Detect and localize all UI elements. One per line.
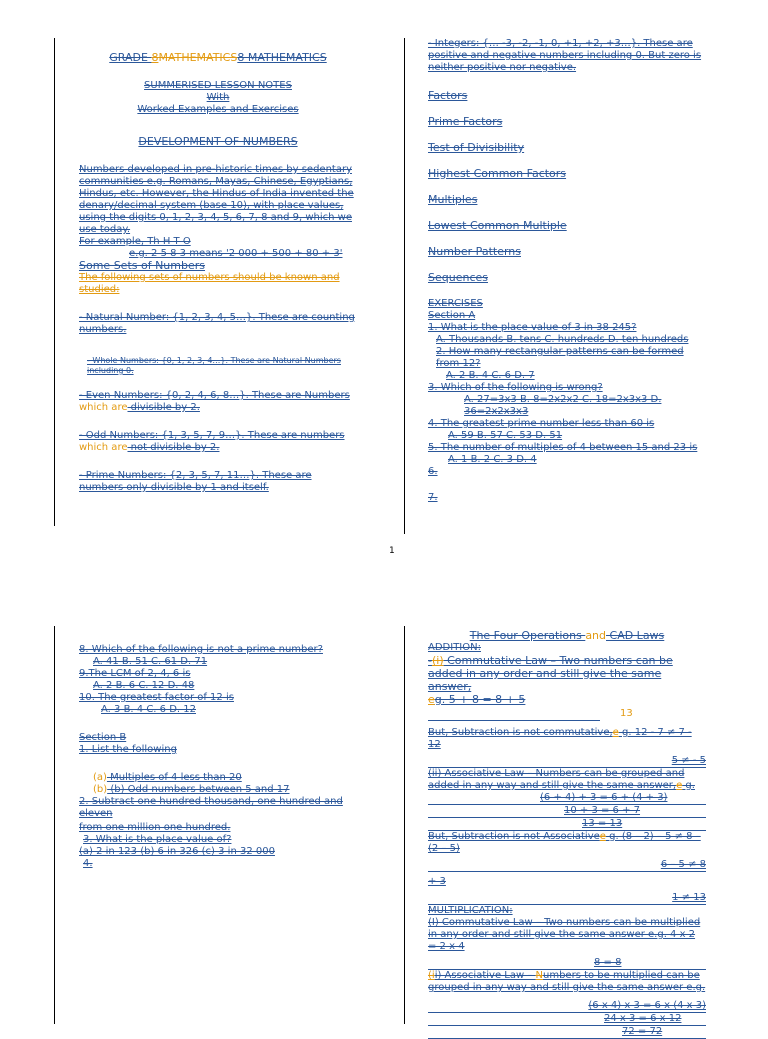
m-assoc-line-3: 72 = 72	[428, 1026, 706, 1039]
page-number: 1	[389, 546, 395, 556]
prime-numbers: - Prime Numbers: {2, 3, 5, 7, 11…}. These are numbers only divisible by 1 and itself.	[79, 470, 312, 493]
subtitle-3: Worked Examples and Exercises	[137, 104, 299, 115]
natural-numbers: - Natural Number: {1, 2, 3, 4, 5…}. These are counting numbers.	[79, 312, 355, 335]
section-b-question-2-cont: from one million one hundred.	[79, 822, 231, 833]
commutative-law: -(i) Commutative Law – Two numbers can be added in any order and still give the same answer,	[428, 654, 673, 693]
topic-item: Factors	[428, 89, 468, 102]
addition-heading: ADDITION:	[428, 642, 481, 653]
question-3: 3. Which of the following is wrong?	[428, 382, 603, 393]
sub-nc-mark: e	[612, 727, 619, 738]
question-8: 8. Which of the following is not a prime number?	[79, 644, 323, 655]
mult-commutative-law: (I) Commutative Law – Two numbers can be multiplied in any order and still give the same answer e.g. 4 x 2 = 2 x 4	[428, 917, 701, 952]
topic-item: Number Patterns	[428, 245, 521, 258]
left-margin-line	[54, 626, 55, 1024]
question-10: 10. The greatest factor of 12 is	[79, 692, 234, 703]
section-b-question-2: 2. Subtract one hundred thousand, one hundred and eleven	[79, 796, 343, 819]
m-assoc-line-1: (6 x 4) x 3 = 6 x (4 x 3)	[428, 1000, 706, 1013]
section-b-title: Section B	[79, 732, 127, 743]
operations-title	[428, 630, 706, 642]
grade-title	[79, 52, 357, 64]
list-item-a	[79, 772, 359, 784]
topic-item: Lowest Common Multiple	[428, 219, 567, 232]
m-assoc-mark: (i	[428, 970, 435, 981]
question-9: 9.The LCM of 2, 4, 6 is	[79, 668, 191, 679]
sub-nc-eg: g. 12 - 7 ≠ 7 - 12	[428, 727, 692, 750]
sub-na-result-3: 1 ≠ 13	[428, 892, 706, 905]
topic-item: Test of Divisibility	[428, 141, 525, 154]
question-3-options: A. 27=3x3 B. 8=2x2x2 C. 18=2x3x3 D. 36=2x2x3x3	[464, 394, 662, 417]
comm-result: 13	[620, 708, 633, 719]
topic-list	[428, 90, 706, 284]
grade-number: 8	[151, 51, 159, 64]
list-item-b	[79, 784, 359, 796]
example-line: e.g. 2 5 8 3 means '2 000 + 500 + 80 + 3'	[129, 248, 343, 259]
sub-nc-text: But, Subtraction is not commutative,	[428, 727, 613, 738]
m-assoc-a: i) Associative Law –	[434, 970, 536, 981]
section-a-title: Section A	[428, 310, 476, 321]
sub-na-eg: g. (8 – 2) – 5 ≠ 8 – (2 – 5)	[428, 831, 701, 854]
comm-text: Commutative Law – Two numbers can be added in any order and still give the same answer,	[428, 654, 673, 693]
even-a: - Even Numbers: {0, 2, 4, 6, 8…}. These are Numbers	[79, 390, 350, 401]
grade-old: MATHEMATICS	[158, 51, 238, 64]
sets-title: Some Sets of Numbers	[79, 259, 206, 272]
item-a-text: Multiples of 4 less than 20	[106, 772, 242, 783]
subtraction-not-commutative	[428, 727, 706, 751]
m-assoc-line-2: 24 x 3 = 6 x 12	[428, 1013, 706, 1026]
associative-law	[428, 768, 706, 792]
m-assoc-b: N	[535, 970, 543, 981]
sub-na-text: But, Subtraction is not Associative	[428, 831, 600, 842]
title-c: CAD Laws	[606, 629, 665, 642]
comm-eg-mark: e	[428, 693, 435, 706]
page1-right-column	[428, 38, 706, 504]
topic-item: Sequences	[428, 271, 488, 284]
comm-mark: (i)	[431, 654, 444, 667]
title-b: and	[585, 629, 607, 642]
page-2	[0, 600, 768, 1037]
mult-associative-law	[428, 970, 706, 994]
grade-prefix: GRADE	[109, 51, 152, 64]
question-4: 4. The greatest prime number less than 60 is	[428, 418, 655, 429]
question-9-options: A. 2 B. 6 C. 12 D. 48	[93, 680, 195, 691]
assoc-line-3: 13 = 13	[428, 818, 706, 831]
comm-result-row	[428, 708, 633, 721]
question-2-options: A. 2 B. 4 C. 6 D. 7	[446, 370, 535, 381]
commutative-example	[428, 693, 706, 706]
section-b-question-1: 1. List the following	[79, 744, 177, 755]
question-7: 7.	[428, 492, 438, 503]
topic-item: Highest Common Factors	[428, 167, 567, 180]
question-2: 2. How many rectangular patterns can be formed from 12?	[436, 346, 684, 369]
mult-comm-result: 8 = 8	[428, 957, 706, 970]
assoc-eg: g.	[682, 780, 695, 791]
assoc-mark: e	[676, 780, 683, 791]
section-b-question-4: 4.	[83, 858, 93, 869]
title-a: The Four Operations	[469, 629, 586, 642]
integers-paragraph: - Integers: {… -3, -2, -1, 0, +1, +2, +3…}. These are positive and negative numbers including 0. But zero is neither positive nor negative.	[428, 38, 702, 73]
even-numbers	[79, 390, 357, 414]
assoc-text: (ii) Associative Law – Numbers can be grouped and added in any way and still give the same answer,	[428, 768, 685, 791]
question-5: 5. The number of multiples of 4 between 15 and 23 is	[428, 442, 698, 453]
grade-new: 8 MATHEMATICS	[237, 51, 327, 64]
odd-numbers	[79, 430, 357, 454]
topic-item: Multiples	[428, 193, 478, 206]
example-label: For example, Th H T O	[79, 236, 191, 247]
even-c: divisible by 2.	[127, 402, 200, 413]
sub-na-mark: e	[599, 831, 606, 842]
item-b-mark: (b)	[93, 784, 108, 795]
sub-nc-result: 5 ≠ - 5	[428, 755, 706, 768]
whole-numbers: - Whole Numbers: {0, 1, 2, 3, 4…}. These are Natural Numbers including 0.	[87, 356, 341, 375]
sub-na-result-2: + 3	[428, 876, 446, 887]
assoc-line-2: 10 + 3 = 6 + 7	[428, 805, 706, 818]
question-1-options: A. Thousands B. tens C. hundreds D. ten hundreds	[436, 334, 689, 345]
page1-left-column	[79, 52, 357, 494]
item-a-mark: (a)	[93, 772, 107, 783]
m-assoc-c: umbers to be multiplied can be grouped in any way and still give the same answer e.g.	[428, 970, 706, 993]
subtitle-2: With	[206, 92, 230, 103]
question-10-options: A. 3 B. 4 C. 6 D. 12	[101, 704, 196, 715]
assoc-line-1: (6 + 4) + 3 = 6 + (4 + 3)	[428, 792, 706, 805]
item-b-text: (b) Odd numbers between 5 and 17	[107, 784, 290, 795]
page2-right-column	[428, 630, 706, 1039]
question-6: 6.	[428, 466, 438, 477]
question-4-options: A. 59 B. 57 C. 53 D. 51	[448, 430, 563, 441]
topic-item: Prime Factors	[428, 115, 503, 128]
question-1: 1. What is the place value of 3 in 38 245?	[428, 322, 637, 333]
odd-b: which are	[79, 442, 128, 453]
column-divider-line	[404, 38, 405, 534]
question-8-options: A. 41 B. 51 C. 61 D. 71	[93, 656, 208, 667]
left-margin-line	[54, 38, 55, 526]
subtitle-1: SUMMERISED LESSON NOTES	[144, 80, 292, 91]
odd-a: - Odd Numbers: {1, 3, 5, 7, 9…}. These are numbers	[79, 430, 345, 441]
multiplication-heading: MULTIPLICATION:	[428, 905, 513, 916]
section-b-question-3: 3. What is the place value of?	[83, 834, 232, 845]
exercises-title: EXERCISES	[428, 298, 483, 309]
column-divider-line	[404, 626, 405, 1024]
intro-paragraph: Numbers developed in pre-historic times by sedentary communities e.g. Romans, Mayas, Chinese, Egyptians, Hindus, etc. However, the Hindus of India invented the denary/decimal system (base 10), with place values, using the digits 0, 1, 2, 3, 4, 5, 6, 7, 8 and 9, which we use today.	[79, 164, 354, 235]
comm-eg: g. 5 + 8 = 8 + 5	[434, 693, 526, 706]
question-5-options: A. 1 B. 2 C. 3 D. 4	[448, 454, 537, 465]
even-b: which are	[79, 402, 128, 413]
page2-left-column	[79, 644, 359, 870]
odd-c: not divisible by 2.	[127, 442, 220, 453]
section-b-question-3-options: (a) 2 in 123 (b) 6 in 326 (c) 3 in 32 000	[79, 846, 275, 857]
sub-na-result-1: 6 – 5 ≠ 8	[428, 859, 706, 872]
sets-intro: The following sets of numbers should be known and studied:	[79, 272, 340, 295]
section-title: DEVELOPMENT OF NUMBERS	[138, 135, 298, 148]
subtraction-not-associative	[428, 831, 706, 855]
